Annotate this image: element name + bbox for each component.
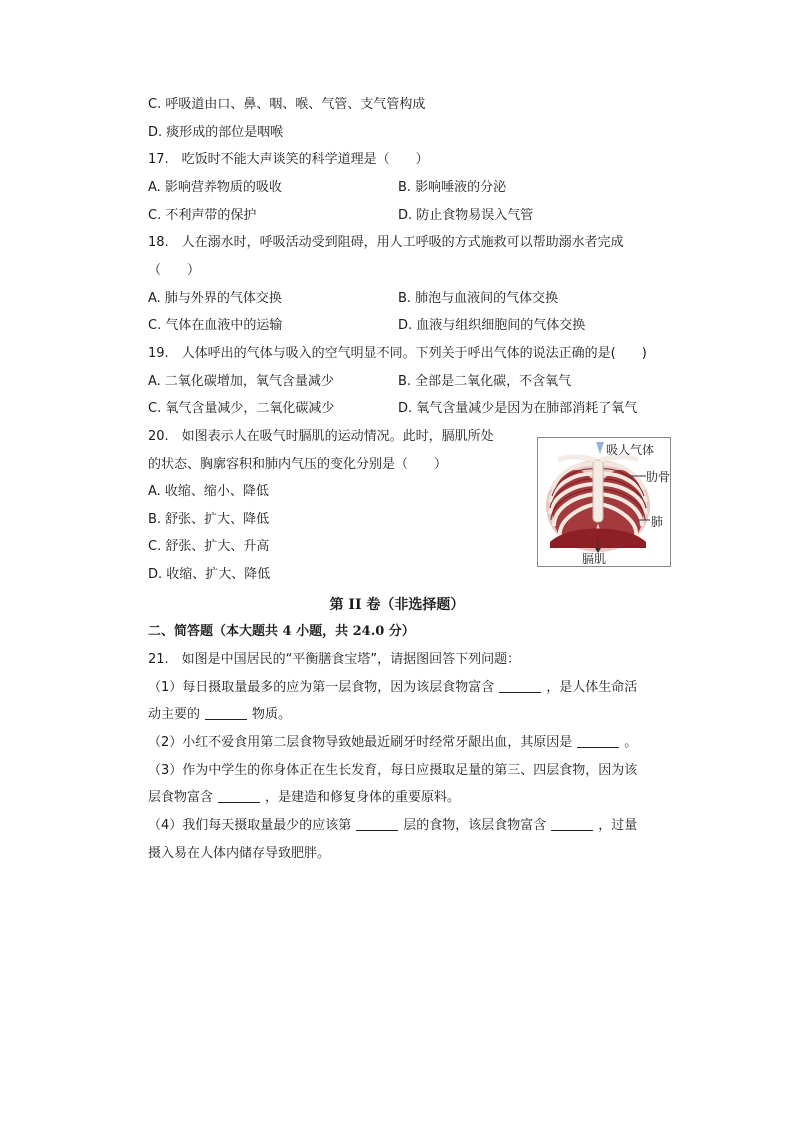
q18-stem: 18. 人在溺水时，呼吸活动受到阻碍，用人工呼吸的方式施救可以帮助溺水者完成 (148, 235, 624, 250)
q21-part1-line1 (148, 679, 637, 697)
answer-blank[interactable] (577, 734, 619, 748)
section-title: 第 II 卷（非选择题） (329, 597, 465, 613)
q21-part4-line2: 摄入易在人体内储存导致肥胖。 (148, 846, 331, 861)
q18-option-a: A. 肺与外界的气体交换 (148, 291, 282, 306)
q21-p3-text-c: ，是建造和修复身体的重要原料。 (265, 790, 461, 805)
figure-label-lung: 肺 (651, 515, 664, 529)
q17-option-b: B. 影响唾液的分泌 (398, 180, 507, 195)
q21-part4-line1 (148, 817, 637, 835)
q19-option-a: A. 二氧化碳增加，氧气含量减少 (148, 374, 334, 389)
q21-p1-text-d: 物质。 (252, 707, 292, 722)
q18-option-c: C. 气体在血液中的运输 (148, 318, 283, 333)
q18-option-d: D. 血液与组织细胞间的气体交换 (398, 318, 586, 333)
q21-p4-text-c: ，过量 (598, 818, 638, 833)
q19-stem: 19. 人体呼出的气体与吸入的空气明显不同。下列关于呼出气体的说法正确的是( ) (148, 346, 647, 361)
q17-option-a: A. 影响营养物质的吸收 (148, 180, 282, 195)
q16-option-c: C. 呼吸道由口、鼻、咽、喉、气管、支气管构成 (148, 97, 426, 112)
figure-label-rib: 肋骨 (646, 470, 671, 484)
answer-blank[interactable] (356, 817, 398, 831)
q16-option-d: D. 痰形成的部位是咽喉 (148, 125, 284, 140)
q21-p2-text-b: 。 (624, 735, 638, 750)
answer-blank[interactable] (205, 706, 247, 720)
q19-option-d: D. 氧气含量减少是因为在肺部消耗了氧气 (398, 401, 638, 416)
figure-label-inhale: 吸人气体 (606, 443, 655, 457)
q17-stem: 17. 吃饭时不能大声谈笑的科学道理是（ ） (148, 152, 429, 167)
diaphragm-figure (537, 437, 671, 567)
q20-stem-2: 的状态、胸廓容积和肺内气压的变化分别是（ ） (148, 457, 448, 472)
answer-blank[interactable] (551, 817, 593, 831)
q19-option-c: C. 氧气含量减少，二氧化碳减少 (148, 401, 335, 416)
q21-stem: 21. 如图是中国居民的“平衡膳食宝塔”，请据图回答下列问题： (148, 652, 521, 667)
q21-p1-text-a: （1）每日摄取量最多的应为第一层食物，因为该层食物富含 (148, 680, 495, 695)
figure-label-diaphragm: 膈肌 (582, 552, 607, 566)
q21-p2-text-a: （2）小红不爱食用第二层食物导致她最近刷牙时经常牙龈出血，其原因是 (148, 735, 573, 750)
answer-blank[interactable] (218, 789, 260, 803)
q19-option-b: B. 全部是二氧化碳，不含氧气 (398, 374, 572, 389)
q20-stem-1: 20. 如图表示人在吸气时膈肌的运动情况。此时，膈肌所处 (148, 429, 494, 444)
q17-option-c: C. 不利声带的保护 (148, 208, 257, 223)
q17-option-d: D. 防止食物易误入气管 (398, 208, 534, 223)
inhale-arrow-icon (596, 442, 604, 454)
q21-p3-text-b: 层食物富含 (148, 790, 214, 805)
q18-bracket: （ ） (148, 263, 201, 278)
q18-option-b: B. 肺泡与血液间的气体交换 (398, 291, 559, 306)
q21-p1-text-c: 动主要的 (148, 707, 201, 722)
q21-part3-line2 (148, 789, 460, 807)
q21-part2 (148, 734, 637, 752)
section-heading: 二、简答题（本大题共 4 小题，共 24.0 分） (148, 624, 415, 639)
q21-part1-line2 (148, 706, 291, 724)
q21-p1-text-b: ，是人体生命活 (546, 680, 638, 695)
q21-part3-line1: （3）作为中学生的你身体正在生长发育，每日应摄取足量的第三、四层食物，因为该 (148, 763, 638, 778)
q20-option-c: C. 舒张、扩大、升高 (148, 539, 270, 554)
q21-p4-text-a: （4）我们每天摄取量最少的应该第 (148, 818, 352, 833)
q21-p4-text-b: 层的食物，该层食物富含 (403, 818, 547, 833)
q20-option-b: B. 舒张、扩大、降低 (148, 512, 270, 527)
q20-option-a: A. 收缩、缩小、降低 (148, 484, 269, 499)
answer-blank[interactable] (499, 679, 541, 693)
q20-option-d: D. 收缩、扩大、降低 (148, 567, 271, 582)
